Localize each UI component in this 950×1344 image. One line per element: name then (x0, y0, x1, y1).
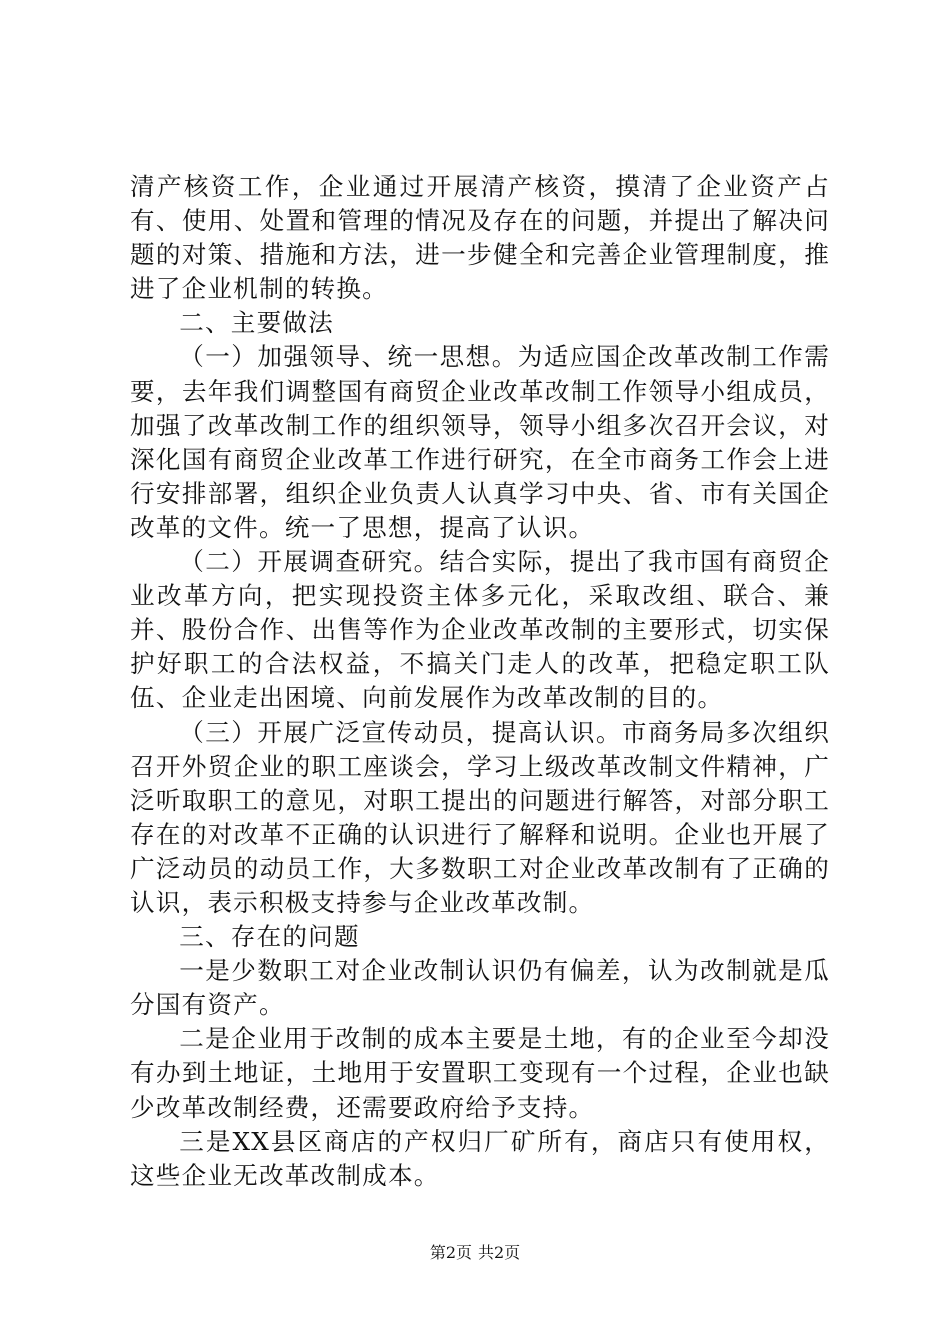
document-body (130, 170, 830, 1193)
page-total: 共2页 (478, 1243, 521, 1262)
section-heading-main-practices: 二、主要做法 (179, 308, 334, 338)
section-heading-problems: 三、存在的问题 (179, 922, 360, 952)
page-footer (0, 1243, 950, 1263)
paragraph-continuation: 清产核资工作，企业通过开展清产核资，摸清了企业资产占有、使用、处置和管理的情况及存在的问题，并提出了解决问题的对策、措施和方法，进一步健全和完善企业管理制度，推进了企业机制的转换。 (130, 172, 830, 304)
paragraph-problem-one: 一是少数职工对企业改制认识仍有偏差，认为改制就是瓜分国有资产。 (130, 956, 830, 1020)
page-number: 第2页 (429, 1243, 472, 1262)
paragraph-problem-two: 二是企业用于改制的成本主要是土地，有的企业至今却没有办到土地证，土地用于安置职工变现有一个过程，企业也缺少改革改制经费，还需要政府给予支持。 (130, 1024, 830, 1122)
paragraph-research: （二）开展调查研究。结合实际，提出了我市国有商贸企业改革方向，把实现投资主体多元化，采取改组、联合、兼并、股份合作、出售等作为企业改革改制的主要形式，切实保护好职工的合法权益，不搞关门走人的改革，把稳定职工队伍、企业走出困境、向前发展作为改革改制的目的。 (130, 547, 830, 713)
paragraph-strengthen-leadership: （一）加强领导、统一思想。为适应国企改革改制工作需要，去年我们调整国有商贸企业改革改制工作领导小组成员，加强了改革改制工作的组织领导，领导小组多次召开会议，对深化国有商贸企业改革工作进行研究，在全市商务工作会上进行安排部署，组织企业负责人认真学习中央、省、市有关国企改革的文件。统一了思想，提高了认识。 (130, 342, 830, 542)
paragraph-publicity-mobilization: （三）开展广泛宣传动员，提高认识。市商务局多次组织召开外贸企业的职工座谈会，学习上级改革改制文件精神，广泛听取职工的意见，对职工提出的问题进行解答，对部分职工存在的对改革不正确的认识进行了解释和说明。企业也开展了广泛动员的动员工作，大多数职工对企业改革改制有了正确的认识，表示积极支持参与企业改革改制。 (130, 717, 830, 917)
paragraph-problem-three: 三是XX县区商店的产权归厂矿所有，商店只有使用权，这些企业无改革改制成本。 (130, 1126, 830, 1190)
